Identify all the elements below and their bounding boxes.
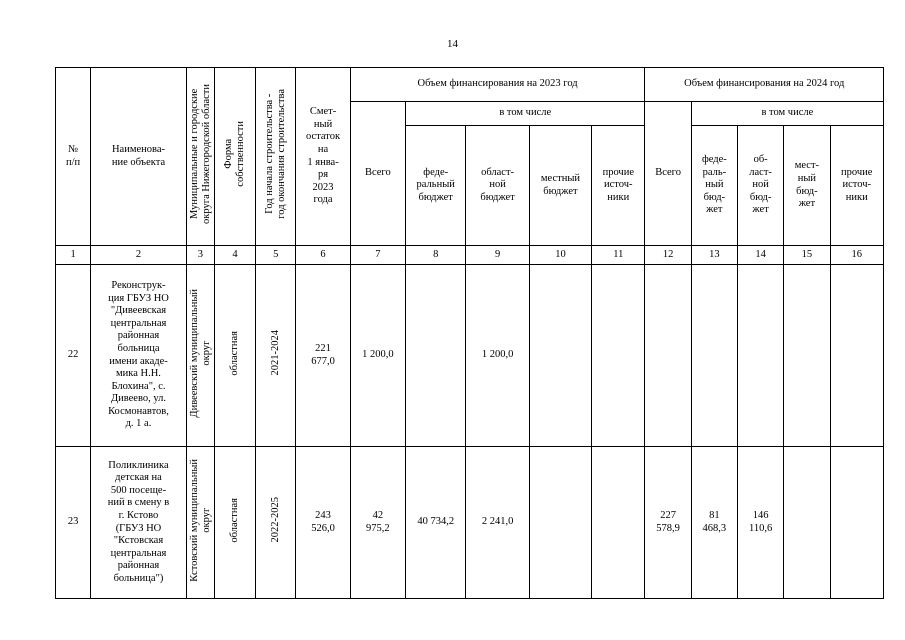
header-years: Год начала строительства - год окончания строительства — [256, 68, 296, 246]
row-balance: 221 677,0 — [296, 265, 350, 447]
row-years: 2021-2024 — [256, 265, 296, 447]
row-district: Дивеевский муниципальный округ — [186, 265, 214, 447]
row-regional-2023: 1 200,0 — [466, 265, 529, 447]
row-balance: 243 526,0 — [296, 447, 350, 599]
column-number: 7 — [350, 246, 405, 265]
column-number: 8 — [406, 246, 466, 265]
header-regional-2023: област- ной бюджет — [466, 126, 529, 246]
table-row — [56, 265, 884, 447]
row-regional-2024: 146 110,6 — [737, 447, 783, 599]
column-number: 13 — [691, 246, 737, 265]
page-number: 14 — [447, 38, 458, 50]
row-district: Кстовский муниципальный округ — [186, 447, 214, 599]
header-fin-2023: Объем финансирования на 2023 год — [350, 68, 645, 102]
row-num: 22 — [56, 265, 91, 447]
row-regional-2024 — [737, 265, 783, 447]
row-years: 2022-2025 — [256, 447, 296, 599]
header-local-2023: местный бюджет — [529, 126, 591, 246]
row-local-2023 — [529, 447, 591, 599]
header-local-2024: мест- ный бюд- жет — [784, 126, 830, 246]
header-num: № п/п — [56, 68, 91, 246]
column-number: 11 — [592, 246, 645, 265]
row-federal-2024 — [691, 265, 737, 447]
header-other-2023: прочие источ- ники — [592, 126, 645, 246]
row-local-2023 — [529, 265, 591, 447]
row-other-2023 — [592, 447, 645, 599]
row-federal-2024: 81 468,3 — [691, 447, 737, 599]
header-ownership: Форма собственности — [214, 68, 255, 246]
row-ownership: областная — [214, 447, 255, 599]
header-including-2023: в том числе — [406, 102, 645, 126]
column-number: 15 — [784, 246, 830, 265]
column-number: 9 — [466, 246, 529, 265]
row-total-2024: 227 578,9 — [645, 447, 691, 599]
column-number: 2 — [91, 246, 187, 265]
header-fin-2024: Объем финансирования на 2024 год — [645, 68, 884, 102]
row-other-2024 — [830, 447, 883, 599]
row-object-name: Реконструк- ция ГБУЗ НО "Дивеевская центральная районная больница имени акаде- мика Н.Н. Блохина", с. Дивеево, ул. Космонавтов, д. 1 а. — [91, 265, 187, 447]
column-number: 4 — [214, 246, 255, 265]
table-row — [56, 447, 884, 599]
row-regional-2023: 2 241,0 — [466, 447, 529, 599]
row-local-2024 — [784, 447, 830, 599]
header-balance: Смет- ный остаток на 1 янва- ря 2023 года — [296, 68, 350, 246]
row-object-name: Поликлиника детская на 500 посеще- ний в смену в г. Кстово (ГБУЗ НО "Кстовская центральная районная больница") — [91, 447, 187, 599]
column-number: 12 — [645, 246, 691, 265]
column-number: 3 — [186, 246, 214, 265]
row-other-2024 — [830, 265, 883, 447]
row-total-2023: 1 200,0 — [350, 265, 405, 447]
row-local-2024 — [784, 265, 830, 447]
row-other-2023 — [592, 265, 645, 447]
header-total-2023: Всего — [350, 102, 405, 246]
row-total-2023: 42 975,2 — [350, 447, 405, 599]
header-district: Муниципальные и городские округа Нижегородской области — [186, 68, 214, 246]
row-num: 23 — [56, 447, 91, 599]
column-number-row — [56, 246, 884, 265]
header-other-2024: прочие источ- ники — [830, 126, 883, 246]
row-federal-2023: 40 734,2 — [406, 447, 466, 599]
column-number: 5 — [256, 246, 296, 265]
header-federal-2023: феде- ральный бюджет — [406, 126, 466, 246]
header-federal-2024: феде- раль- ный бюд- жет — [691, 126, 737, 246]
column-number: 6 — [296, 246, 350, 265]
row-ownership: областная — [214, 265, 255, 447]
header-row-1 — [56, 68, 884, 102]
header-name: Наименова- ние объекта — [91, 68, 187, 246]
column-number: 1 — [56, 246, 91, 265]
column-number: 16 — [830, 246, 883, 265]
header-including-2024: в том числе — [691, 102, 883, 126]
column-number: 10 — [529, 246, 591, 265]
row-federal-2023 — [406, 265, 466, 447]
row-total-2024 — [645, 265, 691, 447]
header-regional-2024: об- ласт- ной бюд- жет — [737, 126, 783, 246]
column-number: 14 — [737, 246, 783, 265]
financing-table — [55, 67, 884, 599]
header-total-2024: Всего — [645, 102, 691, 246]
